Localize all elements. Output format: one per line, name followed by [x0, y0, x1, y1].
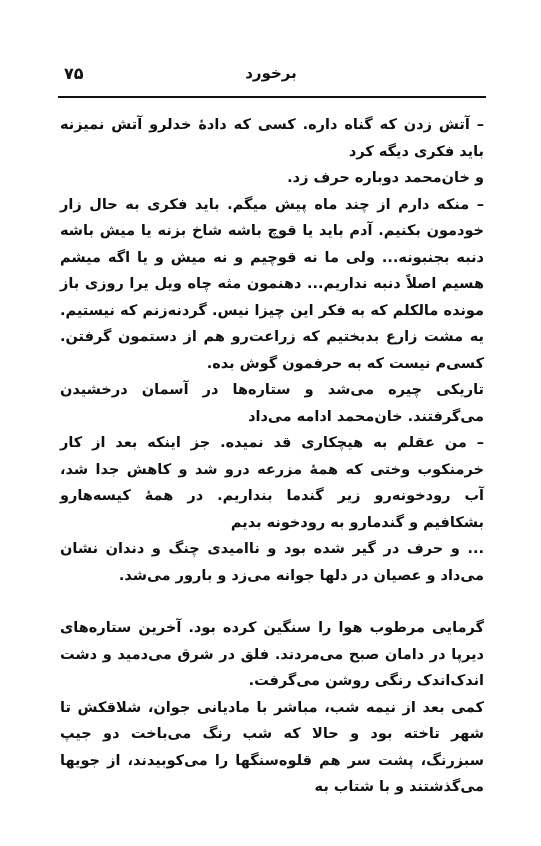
page-number: ۷۵	[64, 64, 84, 83]
paragraph: کمی بعد از نیمه شب، مباشر با مادیانی جوان، شلاقکش تا شهر تاخته بود و حالا که شب رنگ می‌باخت دو جیپ سبزرنگ، پشت سر هم قلوه‌سنگها را می‌کوبیدند، از جویها می‌گذشتند و با شتاب به	[60, 699, 484, 795]
section-break	[60, 589, 484, 615]
page-header	[60, 62, 482, 90]
paragraph: – من عقلم به هیچکاری قد نمیده. جز اینکه بعد از کار خرمنکوب وختی که همهٔ مزرعه درو شد و کاهش جدا شد، آب رودخونه‌رو زیر گندما بنداریم. در همهٔ کیسه‌هارو بشکافیم و گندمارو به رودخونه بدیم	[60, 435, 484, 531]
paragraph: ... و حرف در گیر شده بود و ناامیدی چنگ و دندان نشان می‌داد و عصیان در دلها جوانه می‌زد و بارور می‌شد.	[60, 541, 484, 584]
paragraph: – آتش زدن که گناه داره. کسی که دادهٔ خدلرو آتش نمیزنه باید فکری دیگه کرد	[60, 117, 484, 160]
running-title: برخورد	[245, 64, 297, 82]
paragraph: و خان‌محمد دوباره حرف زد.	[287, 170, 484, 186]
paragraph: – منکه دارم از چند ماه پیش میگم. باید فکری به حال زار خودمون بکنیم. آدم باید یا قوچ باشه شاخ بزنه یا میش باشه دنبه بجنبونه... ولی ما نه قوچیم و نه میش و یا اگه میشم هسیم اصلاً دنبه نداریم... دهنمون مثه چاه ویل یرا روزی باز مونده مالکلم که به فکر این چیزا نیس. گردنه‌زنم که نیستیم. یه مشت زارع بدبختیم که زراعت‌رو هم از دستمون گرفتن. کسی‌م نیست که به حرفمون گوش بده.	[60, 196, 484, 372]
header-rule	[58, 96, 486, 98]
body-text	[60, 112, 484, 801]
paragraph: تاریکی چیره می‌شد و ستاره‌ها در آسمان درخشیدن می‌گرفتند. خان‌محمد ادامه می‌داد	[60, 382, 484, 425]
paragraph: گرمایی مرطوب هوا را سنگین کرده بود. آخرین ستاره‌های دیرپا در دامان صبح می‌مردند. فلق در شرق می‌دمید و دشت اندک‌اندک رنگی روشن می‌گرفت.	[60, 620, 484, 689]
